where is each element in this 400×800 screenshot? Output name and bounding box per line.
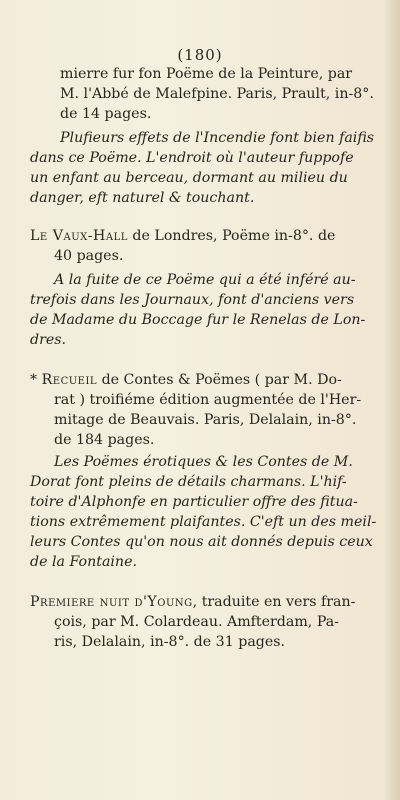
page-spine-shadow (384, 0, 400, 800)
text-line: M. l'Abbé de Malefpine. Paris, Prault, in-8°. (60, 86, 374, 102)
entry-vaux-hall (30, 226, 382, 266)
text-line: de la Fontaine. (30, 554, 137, 570)
text-line: dans ce Poëme. L'endroit où l'auteur fuppofe (30, 150, 354, 166)
entry-text: , traduite en vers fran- (192, 594, 356, 610)
text-line: dres. (30, 332, 67, 348)
text-line: A la fuite de ce Poëme qui a été inféré au- (54, 272, 356, 288)
entry-premiere-nuit (30, 592, 382, 652)
entry-text: de Contes & Poëmes ( par M. Do- (97, 372, 342, 388)
entry-title: Premiere nuit d'Young (30, 594, 193, 610)
asterisk: * (30, 372, 42, 388)
text-line: mierre fur fon Poëme de la Peinture, par (60, 66, 353, 82)
text-line: tions extrêmement plaifantes. C'eft un des meil- (30, 514, 377, 530)
text-line: çois, par M. Colardeau. Amfterdam, Pa- (54, 614, 339, 630)
text-line (30, 226, 382, 246)
text-line (30, 370, 382, 390)
text-line: Plufieurs effets de l'Incendie font bien faifis (60, 130, 375, 146)
entry-title: Le Vaux-Hall (30, 228, 128, 244)
commentary-incendie (30, 128, 382, 208)
text-line: de 184 pages. (54, 432, 155, 448)
text-line: rat ) troifiéme édition augmentée de l'Her- (54, 392, 362, 408)
entry-text: de Londres, Poëme in-8°. de (127, 228, 336, 244)
text-line: leurs Contes qu'on nous ait donnés depuis ceux (30, 534, 373, 550)
text-line: toire d'Alphonfe en particulier offre des fitua- (30, 494, 358, 510)
entry-title: Recueil (41, 372, 98, 388)
entry-continuation (30, 64, 382, 124)
page-number: (180) (177, 46, 223, 64)
text-line: Dorat font pleins de détails charmans. L'hif- (30, 474, 347, 490)
text-line: ris, Delalain, in-8°. de 31 pages. (54, 634, 286, 650)
entry-recueil (30, 370, 382, 450)
text-line: danger, eft naturel & touchant. (30, 190, 255, 206)
text-line: mitage de Beauvais. Paris, Delalain, in-8°. (54, 412, 357, 428)
text-line: un enfant au berceau, dormant au milieu du (30, 170, 348, 186)
commentary-vaux-hall (30, 270, 382, 350)
text-line: de 14 pages. (60, 106, 152, 122)
commentary-recueil (30, 452, 382, 572)
text-line: trefois dans les Journaux, font d'anciens vers (30, 292, 355, 308)
text-line (30, 592, 382, 612)
text-line: de Madame du Boccage fur le Renelas de Lon- (30, 312, 366, 328)
text-line: 40 pages. (54, 248, 124, 264)
text-line: Les Poëmes érotiques & les Contes de M. (54, 454, 353, 470)
